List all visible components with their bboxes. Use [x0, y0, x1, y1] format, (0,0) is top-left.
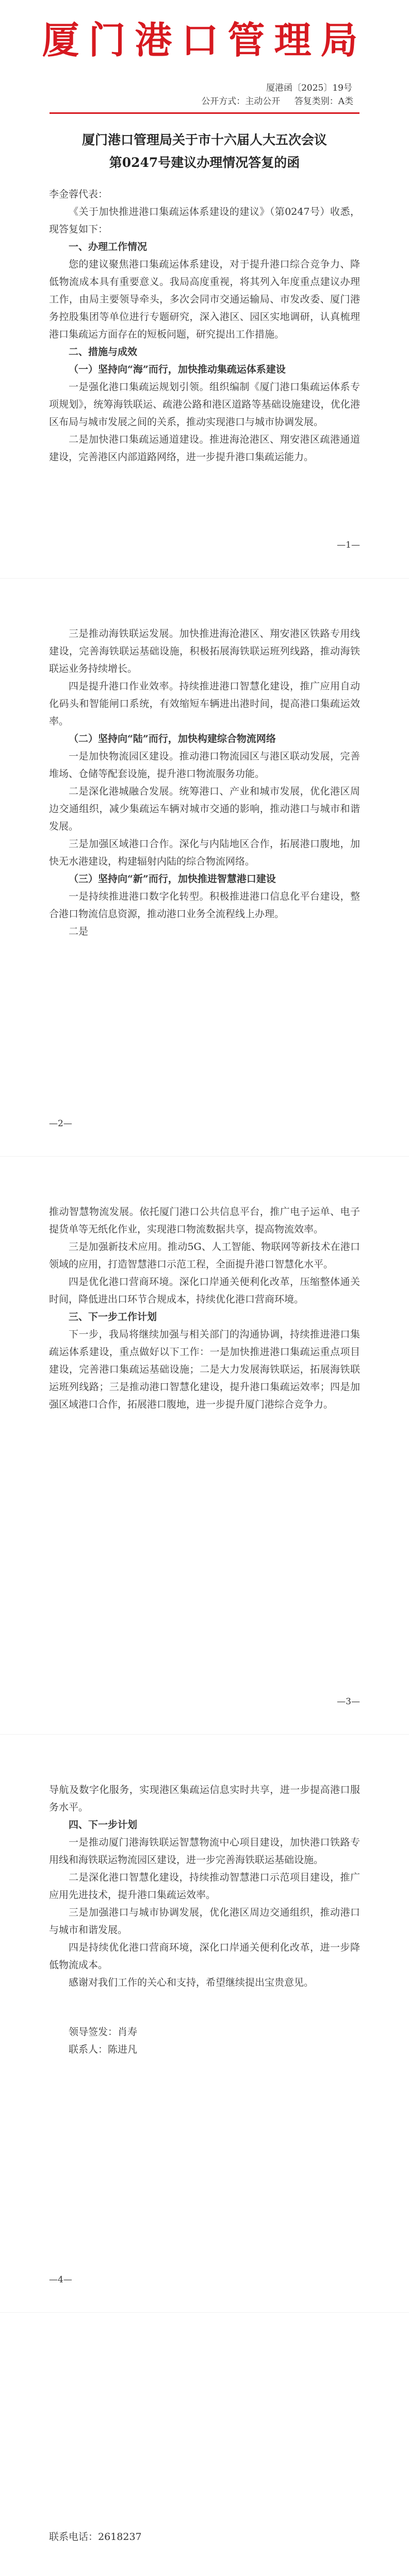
phone-value: 2618237 [98, 2531, 142, 2543]
subsection-heading: （二）坚持向“陆”而行，加快构建综合物流网络 [69, 733, 276, 744]
paragraph: 二是 [69, 926, 89, 937]
section-heading: 四、下一步计划 [69, 1819, 138, 1831]
paragraph: 四是持续优化港口营商环境，深化口岸通关便利化改革，进一步降低物流成本。 [49, 1942, 360, 1971]
paragraph: 一是推动厦门港海铁联运智慧物流中心项目建设，加快港口铁路专用线和海铁联运物流园区建设，进一步完善海铁联运基础设施。 [49, 1837, 360, 1866]
openness-label: 公开方式：主动公开 [201, 96, 281, 107]
signatory-block [49, 2023, 360, 2058]
recipient-line: 李金蓉代表： [49, 189, 108, 200]
document-title [49, 129, 360, 174]
phone-line [49, 2528, 360, 2546]
page-5 [0, 2312, 409, 2576]
page-3-body [49, 1203, 360, 1413]
subsection-heading: （一）坚持向“海”而行，加快推动集疏运体系建设 [69, 364, 286, 375]
leader-name: 肖寿 [118, 2026, 138, 2038]
page-2 [0, 578, 409, 1157]
paragraph: 您的建议聚焦港口集疏运体系建设，对于提升港口综合竞争力、降低物流成本具有重要意义。我局高度重视，将其列入年度重点建议办理工作，由局主要领导牵头，多次会同市交通运输局、市发改委、厦门港务控股集团等单位进行专题研究，深入港区、园区实地调研，认真梳理港口集疏运方面存在的短板问题，研究提出工作措施。 [49, 259, 360, 340]
paragraph: 感谢对我们工作的关心和支持，希望继续提出宝贵意见。 [69, 1977, 314, 1988]
section-heading: 三、下一步工作计划 [69, 1311, 157, 1323]
page-number: —1— [337, 540, 360, 550]
paragraph: 一是持续推进港口数字化转型。积极推进港口信息化平台建设，整合港口物流信息资源，推动港口业务全流程线上办理。 [49, 891, 360, 920]
paragraph: 四是优化港口营商环境。深化口岸通关便利化改革，压缩整体通关时间，降低进出口环节合规成本，持续优化港口营商环境。 [49, 1276, 360, 1305]
reply-type-label: 答复类别：A类 [294, 96, 353, 107]
paragraph: 导航及数字化服务，实现港区集疏运信息实时共享，进一步提高港口服务水平。 [49, 1784, 360, 1813]
contact-name: 陈进凡 [108, 2044, 138, 2055]
page-1-body [49, 185, 360, 466]
paragraph: 一是加快物流园区建设。推动港口物流园区与港区联动发展，完善堆场、仓储等配套设施，提升港口物流服务功能。 [49, 751, 360, 779]
page-number: —2— [49, 1118, 72, 1129]
title-line-1: 厦门港口管理局关于市十六届人大五次会议 [81, 132, 327, 147]
paragraph: 四是提升港口作业效率。持续推进港口智慧化建设，推广应用自动化码头和智能闸口系统，有效缩短车辆进出港时间，提高港口集疏运效率。 [49, 681, 360, 727]
document-meta-row [190, 94, 353, 107]
paragraph: 推动智慧物流发展。依托厦门港口公共信息平台，推广电子运单、电子提货单等无纸化作业，实现港口物流数据共享，提高物流效率。 [49, 1206, 360, 1235]
page-3 [0, 1156, 409, 1735]
page-number: —4— [49, 2275, 72, 2285]
paragraph: 二是深化港口智慧化建设，持续推动智慧港口示范项目建设，推广应用先进技术，提升港口集疏运效率。 [49, 1872, 360, 1901]
masthead-title: 厦门港口管理局 [42, 18, 367, 62]
page-1 [0, 0, 409, 578]
title-line-2: 第0247号建议办理情况答复的函 [109, 155, 300, 170]
subsection-heading: （三）坚持向“新”而行，加快推进智慧港口建设 [69, 873, 276, 885]
paragraph: 下一步，我局将继续加强与相关部门的沟通协调，持续推进港口集疏运体系建设，重点做好以下工作：一是加快推进港口集疏运重点项目建设，完善港口集疏运基础设施；二是大力发展海铁联运，拓展海铁联运班列线路；三是推动港口智慧化建设，提升港口集疏运效率；四是加强区域港口合作，拓展港口腹地，进一步提升厦门港综合竞争力。 [49, 1329, 360, 1410]
contact-line [49, 2041, 360, 2058]
page-number: —3— [337, 1697, 360, 1707]
section-heading: 一、办理工作情况 [69, 241, 148, 252]
paragraph: 二是加快港口集疏运通道建设。推进海沧港区、翔安港区疏港通道建设，完善港区内部道路网络，进一步提升港口集疏运能力。 [49, 434, 360, 463]
paragraph: 三是加强新技术应用。推动5G、人工智能、物联网等新技术在港口领域的应用，打造智慧港口示范工程，全面提升港口智慧化水平。 [49, 1241, 360, 1270]
page-4 [0, 1734, 409, 2313]
page-5-body [49, 2528, 360, 2546]
paragraph: 三是加强区域港口合作。深化与内陆地区合作，拓展港口腹地，加快无水港建设，构建辐射内陆的综合物流网络。 [49, 838, 360, 867]
paragraph: 三是加强港口与城市协调发展，优化港区周边交通组织，推动港口与城市和谐发展。 [49, 1907, 360, 1936]
page-4-body [49, 1781, 360, 1991]
document-number: 厦港函〔2025〕19号 [266, 83, 352, 93]
red-separator-line [50, 112, 359, 114]
paragraph: 一是强化港口集疏运规划引领。组织编制《厦门港口集疏运体系专项规划》，统筹海铁联运、疏港公路和港区道路等基础设施建设，优化港区布局与城市发展之间的关系，推动实现港口与城市协调发展。 [49, 381, 360, 428]
paragraph: 二是深化港城融合发展。统筹港口、产业和城市发展，优化港区周边交通组织，减少集疏运车辆对城市交通的影响，推动港口与城市和谐发展。 [49, 786, 360, 832]
leader-label: 领导签发： [69, 2026, 118, 2038]
section-heading: 二、措施与成效 [69, 346, 138, 358]
paragraph: 三是推动海铁联运发展。加快推进海沧港区、翔安港区铁路专用线建设，完善海铁联运基础设施，积极拓展海铁联运班列线路，推动海铁联运业务持续增长。 [49, 628, 360, 674]
leader-line [49, 2023, 360, 2041]
contact-label: 联系人： [69, 2044, 108, 2055]
phone-label: 联系电话： [49, 2531, 99, 2543]
paragraph: 《关于加快推进港口集疏运体系建设的建议》（第0247号）收悉，现答复如下： [49, 206, 360, 235]
page-2-body [49, 625, 360, 940]
